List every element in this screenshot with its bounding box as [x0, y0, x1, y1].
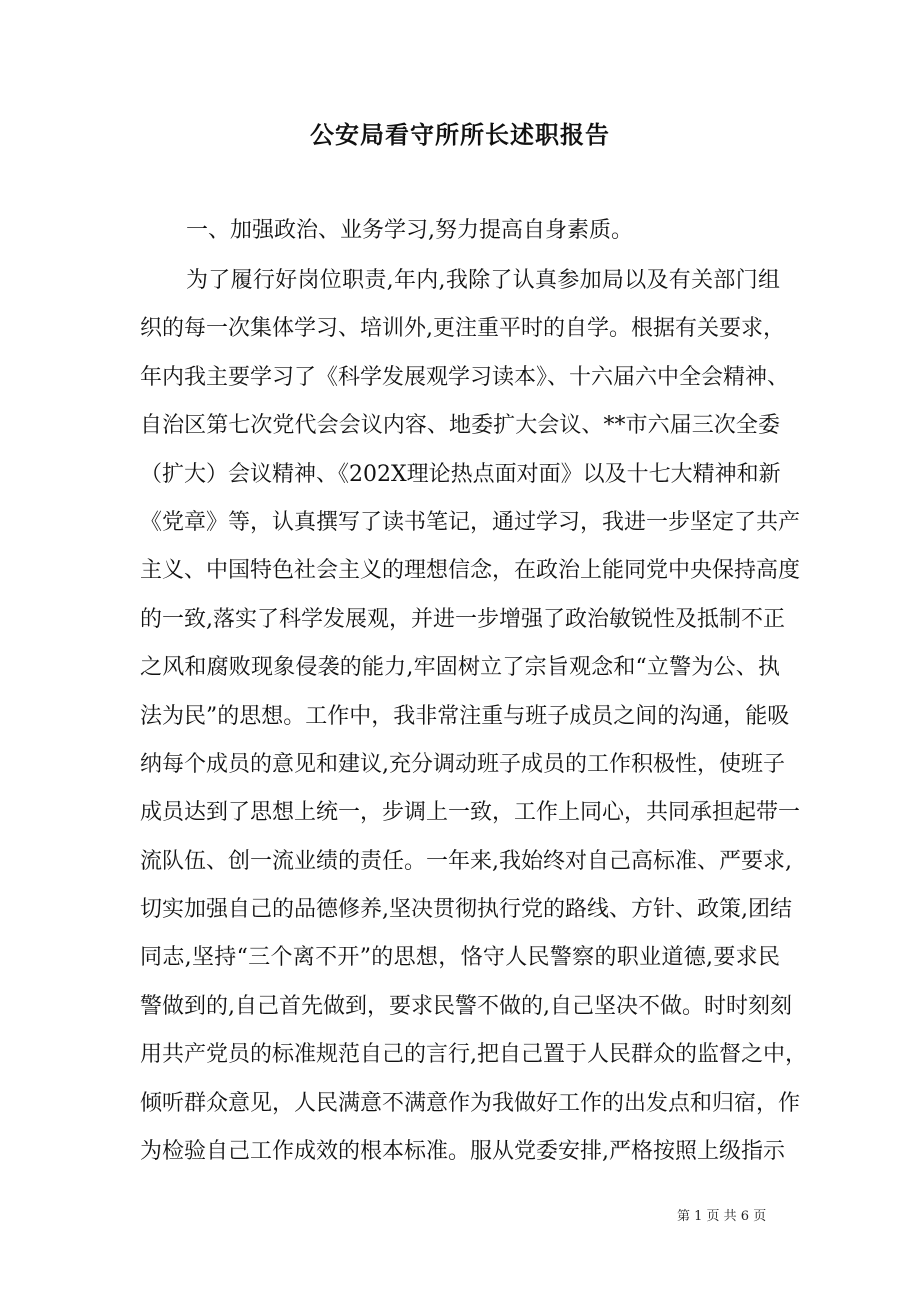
- paragraph-line: 主义、中国特色社会主义的理想信念，在政治上能同党中央保持高度: [140, 558, 801, 584]
- paragraph-line: 自治区第七次党代会会议内容、地委扩大会议、**市六届三次全委: [140, 413, 780, 439]
- paragraph-line: 年内我主要学习了《科学发展观学习读本》、十六届六中全会精神、: [140, 364, 790, 390]
- document-title: 公安局看守所所长述职报告: [310, 120, 610, 149]
- paragraph-body: [140, 266, 807, 1185]
- section-heading: 一、加强政治、业务学习,努力提高自身素质。: [186, 218, 633, 243]
- paragraph-line: 《党章》等，认真撰写了读书笔记，通过学习，我进一步坚定了共产: [140, 509, 801, 535]
- paragraph-line: 流队伍、创一流业绩的责任。一年来,我始终对自己高标准、严要求,: [140, 848, 792, 874]
- paragraph-line: 成员达到了思想上统一，步调上一致，工作上同心，共同承担起带一: [140, 800, 801, 826]
- paragraph-line: 为检验自己工作成效的根本标准。服从党委安排,严格按照上级指示: [140, 1139, 785, 1165]
- page-footer: 第 1 页 共 6 页: [677, 1209, 767, 1224]
- paragraph-line: 用共产党员的标准规范自己的言行,把自己置于人民群众的监督之中，: [140, 1042, 807, 1068]
- paragraph-line: 纳每个成员的意见和建议,充分调动班子成员的工作积极性，使班子: [140, 751, 785, 777]
- paragraph-line: 法为民”的思想。工作中，我非常注重与班子成员之间的沟通，能吸: [140, 703, 790, 729]
- paragraph-line: 之风和腐败现象侵袭的能力,牢固树立了宗旨观念和“立警为公、执: [140, 655, 780, 681]
- paragraph-line: 切实加强自己的品德修养,坚决贯彻执行党的路线、方针、政策,团结: [140, 897, 792, 923]
- paragraph-line: 为了履行好岗位职责,年内,我除了认真参加局以及有关部门组: [186, 268, 780, 293]
- paragraph-line: 倾听群众意见，人民满意不满意作为我做好工作的出发点和归宿，作: [140, 1090, 801, 1116]
- paragraph-line: 织的每一次集体学习、培训外,更注重平时的自学。根据有关要求，: [140, 316, 785, 342]
- paragraph-line: 的一致,落实了科学发展观，并进一步增强了政治敏锐性及抵制不正: [140, 606, 785, 632]
- paragraph-line: 警做到的,自己首先做到，要求民警不做的,自己坚决不做。时时刻刻: [140, 993, 792, 1019]
- paragraph-line: 同志,坚持“三个离不开”的思想，恪守人民警察的职业道德,要求民: [140, 945, 780, 971]
- paragraph-line: （扩大）会议精神、《202X理论热点面对面》以及十七大精神和新: [140, 461, 781, 487]
